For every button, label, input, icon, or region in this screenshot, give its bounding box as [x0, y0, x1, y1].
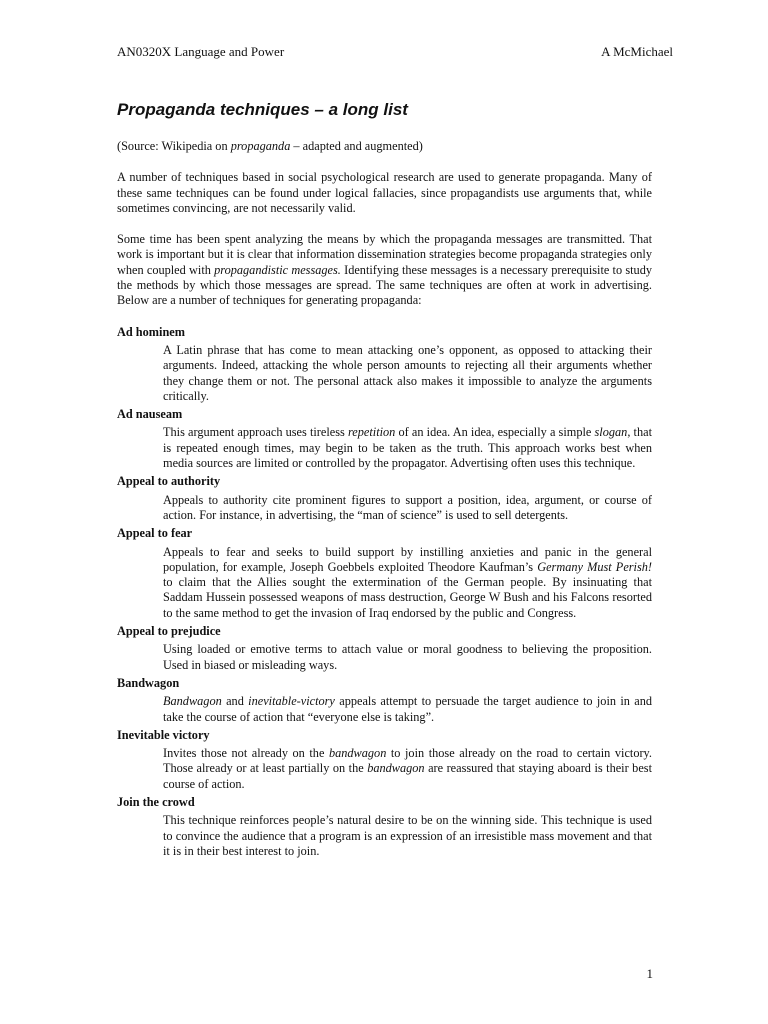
def-part: appeals attempt to persuade the target audience to join in and take the course of action that “everyone else is taking”. [163, 694, 652, 724]
def-part: and [221, 694, 249, 709]
intro-p2-part-b: Identifying these messages is a necessary prerequisite to study the methods by which those messages are spread. The same techniques are often at work in advertising. Below are a number of techniques for generating propaganda: [117, 262, 652, 308]
definition-appeal-to-fear [163, 545, 652, 621]
def-emphasis: repetition [347, 425, 396, 440]
def-part: to join those already on the road to certain victory. Those already or at least partially on the [163, 746, 652, 776]
term-ad-hominem: Ad hominem [117, 324, 185, 339]
term-bandwagon: Bandwagon [117, 675, 180, 690]
def-emphasis: inevitable-victory [248, 694, 335, 709]
definition-appeal-to-authority: Appeals to authority cite prominent figures to support a position, idea, argument, or course of action. For instance, in advertising, the “man of science” is used to sell detergents. [163, 492, 652, 522]
header-author: A McMichael [601, 44, 673, 59]
document-title: Propaganda techniques – a long list [117, 100, 408, 119]
intro-p2-emphasis: propagandistic messages. [214, 262, 341, 277]
source-suffix: – adapted and augmented) [290, 139, 423, 153]
document-body [117, 99, 652, 859]
definition-join-the-crowd: This technique reinforces people’s natural desire to be on the winning side. This technique is used to convince the audience that a program is an expression of an irresistible mass movement and that it is in their best interest to join. [163, 813, 652, 858]
def-part: to claim that the Allies sought the extermination of the German people. By insinuating that Saddam Hussein possessed weapons of mass destruction, George W Bush and his Falcons resorted to the same method to get the invasion of Iraq endorsed by the public and Congress. [163, 575, 652, 620]
def-part: of an idea. An idea, especially a simple [395, 425, 595, 440]
definition-appeal-to-prejudice: Using loaded or emotive terms to attach value or moral goodness to believing the proposition. Used in biased or misleading ways. [163, 642, 652, 672]
page-number: 1 [646, 966, 653, 981]
term-appeal-to-prejudice: Appeal to prejudice [117, 624, 221, 639]
def-part: are reassured that staying aboard is their best course of action. [163, 761, 652, 791]
definition-ad-hominem: A Latin phrase that has come to mean attacking one’s opponent, as opposed to attacking their arguments. Indeed, attacking the whole person amounts to rejecting all their arguments whether they change them or not. The personal attack also makes it impossible to analyze the arguments critically. [163, 342, 652, 403]
term-appeal-to-fear: Appeal to fear [117, 526, 193, 541]
source-link-term: propaganda [230, 139, 291, 153]
term-inevitable-victory: Inevitable victory [117, 727, 210, 742]
source-line [117, 139, 652, 154]
definition-inevitable-victory [163, 746, 652, 792]
page-header [117, 44, 673, 60]
def-part: Appeals to fear and seeks to build support by instilling anxieties and panic in the general population, for example, Joseph Goebbels exploited Theodore Kaufman’s [163, 544, 652, 574]
def-emphasis: Bandwagon [163, 694, 222, 709]
intro-paragraph-1: A number of techniques based in social psychological research are used to generate propaganda. Many of these same techniques can be found under logical fallacies, since propagandists use arguments that, while sometimes convincing, are not necessarily valid. [117, 170, 652, 215]
term-join-the-crowd: Join the crowd [117, 794, 195, 809]
header-course: AN0320X Language and Power [117, 44, 285, 59]
def-emphasis: bandwagon [328, 746, 387, 761]
definition-bandwagon [163, 694, 652, 725]
source-prefix: (Source: Wikipedia on [117, 139, 231, 153]
intro-paragraph-2 [117, 232, 652, 308]
def-part: Invites those not already on the [163, 746, 329, 761]
intro-p2-part-a: Some time has been spent analyzing the means by which the propaganda messages are transmitted. That work is important but it is clear that information dissemination strategies become propaganda strategies only when coupled with [117, 232, 652, 277]
term-appeal-to-authority: Appeal to authority [117, 474, 221, 489]
def-emphasis: slogan [594, 425, 628, 440]
def-emphasis: Germany Must Perish! [537, 559, 653, 574]
def-part: This argument approach uses tireless [163, 425, 348, 440]
term-ad-nauseam: Ad nauseam [117, 407, 183, 422]
definition-ad-nauseam [163, 425, 652, 471]
def-emphasis: bandwagon [367, 761, 425, 776]
def-part: , that is repeated enough times, may begin to be taken as the truth. This approach works best when media sources are limited or controlled by the propagator. Advertising often uses this technique. [163, 425, 652, 471]
